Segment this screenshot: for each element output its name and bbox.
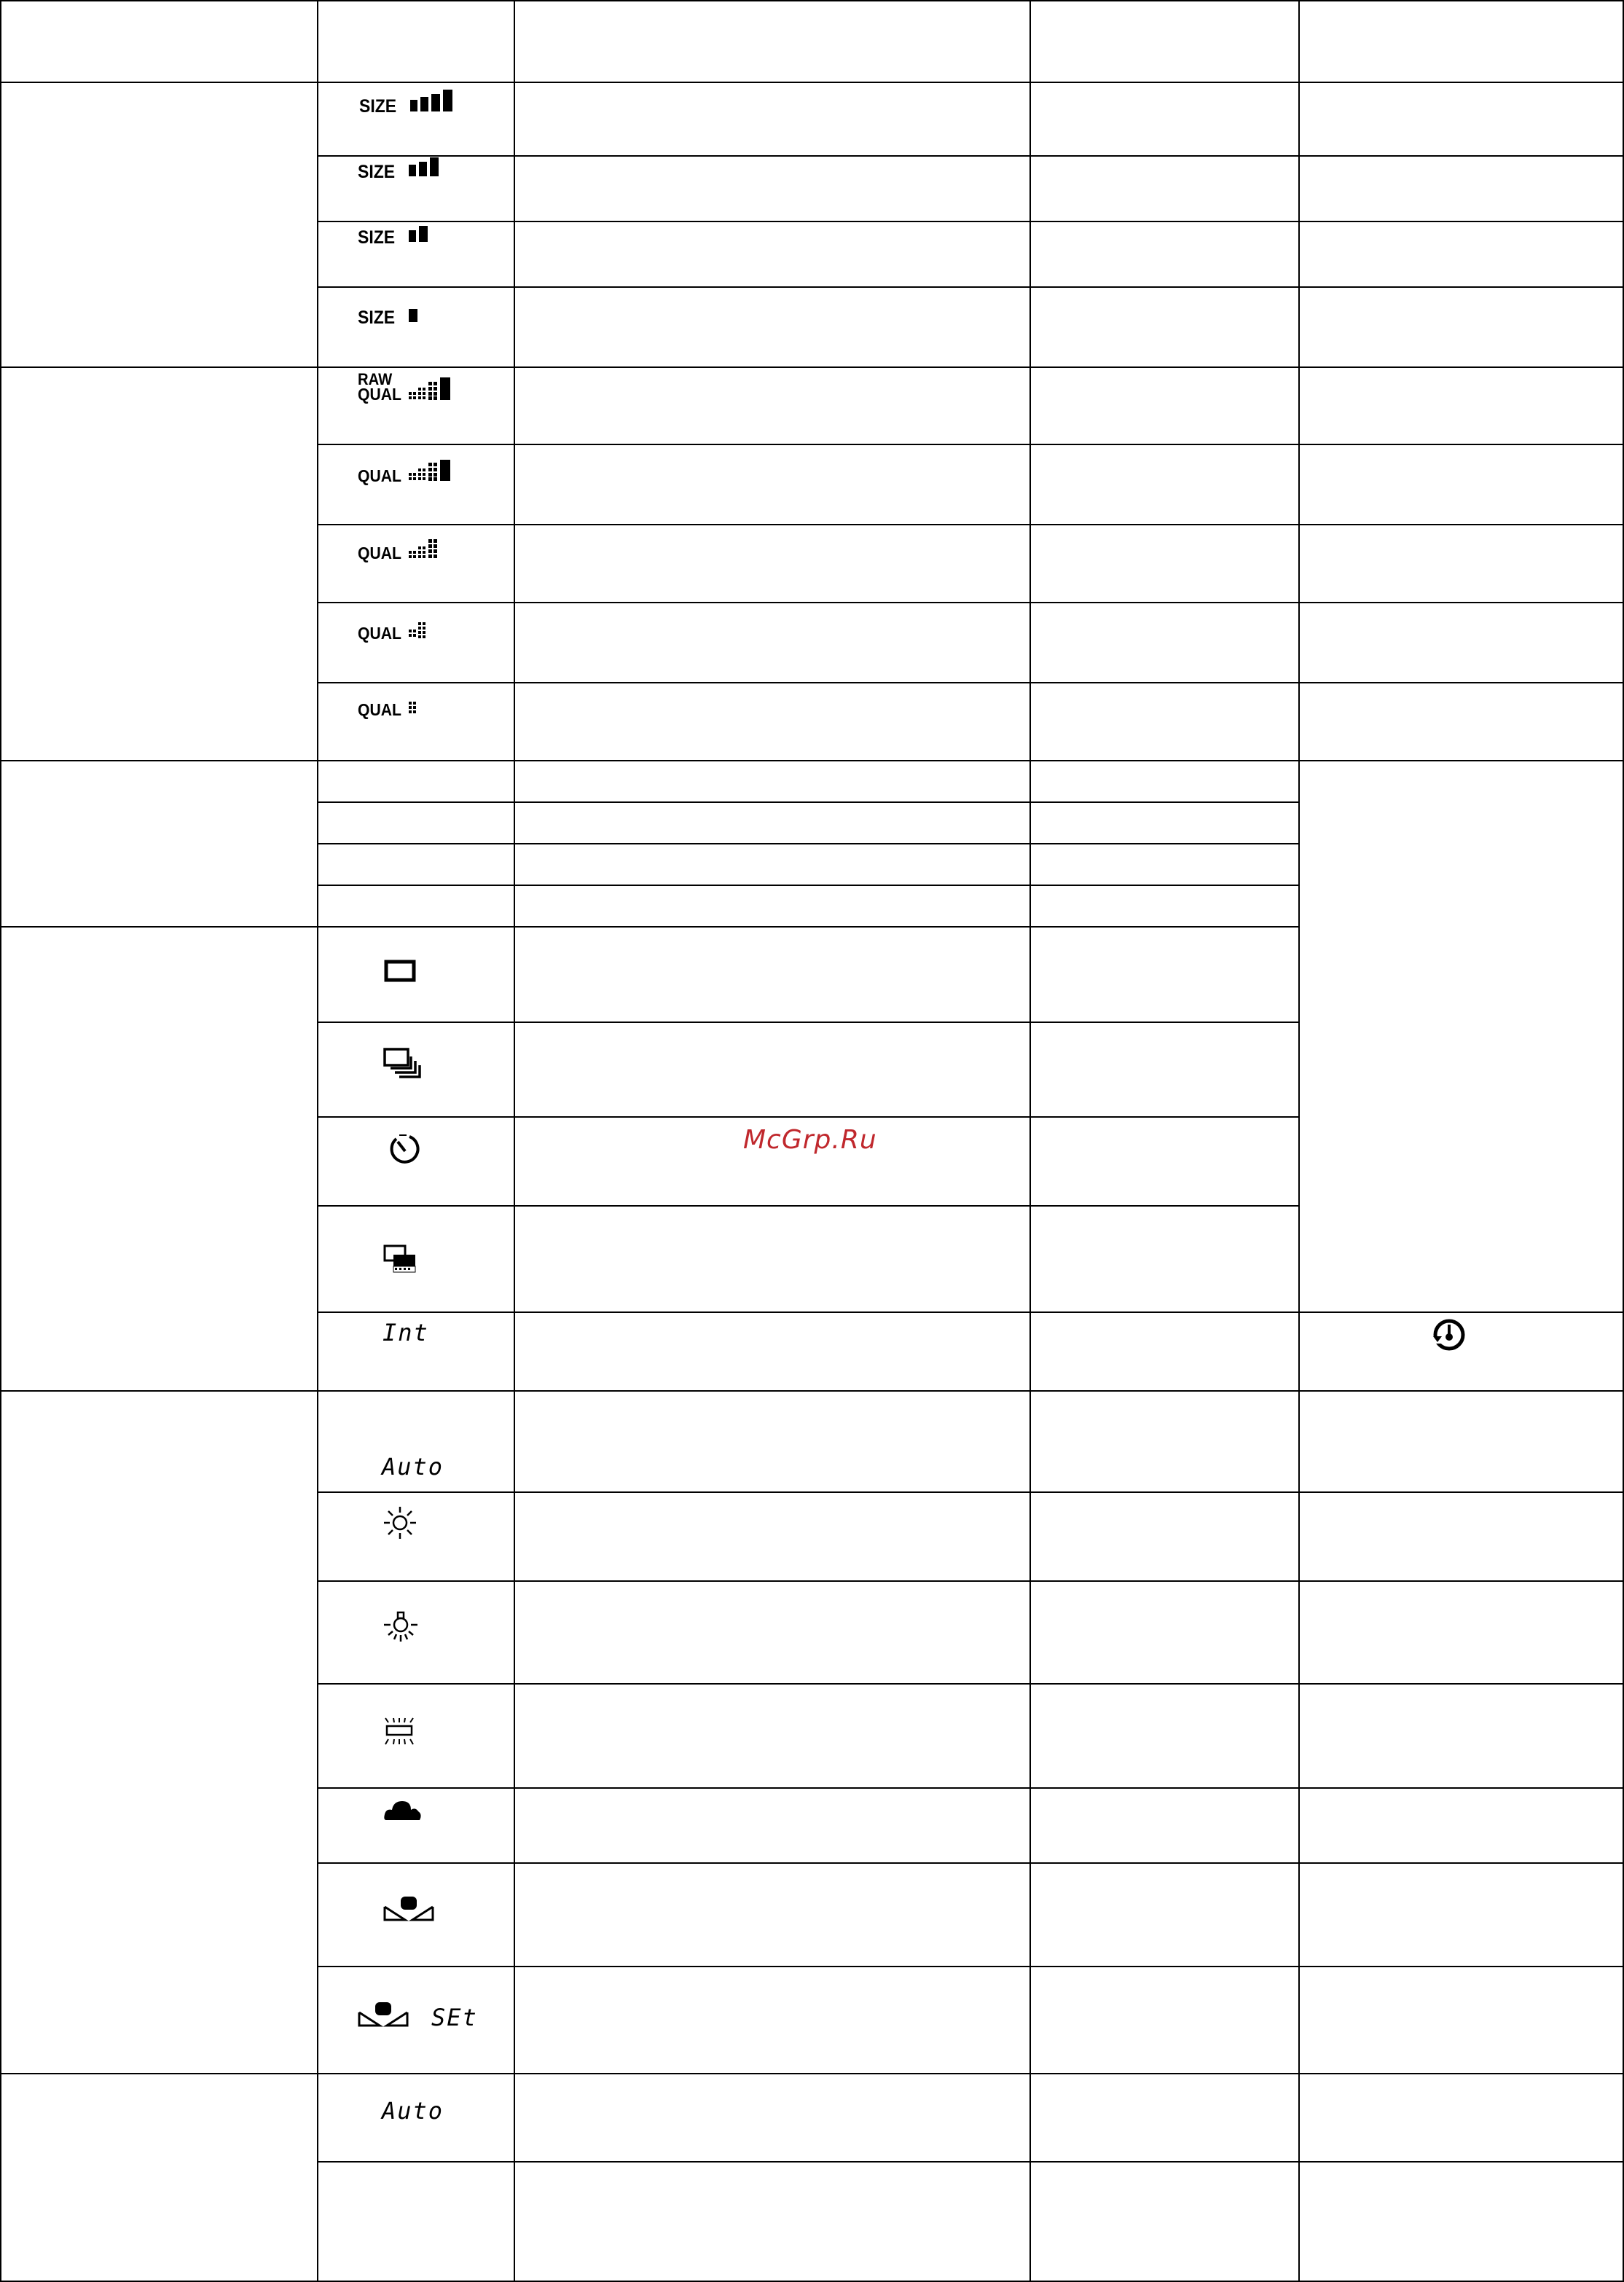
interval-timer-icon <box>1432 1317 1467 1352</box>
grid-line <box>317 2161 1624 2163</box>
grid-line <box>0 2073 1624 2074</box>
grid-line <box>317 1311 1624 1313</box>
cloudy-icon <box>383 1797 424 1823</box>
quality-2-icon: QUAL <box>358 612 474 645</box>
grid-line <box>1298 0 1300 2282</box>
grid-line <box>317 524 1624 525</box>
size-3-bars-icon: SIZE <box>358 154 474 187</box>
grid-line <box>317 1580 1624 1582</box>
grid-line <box>0 0 1 2282</box>
grid-line <box>0 366 1624 368</box>
grid-line <box>0 926 1299 928</box>
fluorescent-icon <box>381 1717 417 1746</box>
grid-line <box>0 0 1624 1</box>
quality-3-icon: QUAL <box>358 532 474 565</box>
grid-line <box>317 885 1299 886</box>
size-1-bar-icon: SIZE <box>358 300 474 333</box>
grid-line <box>317 0 318 2282</box>
tungsten-icon <box>383 1607 419 1644</box>
wb-auto-display: Auto <box>382 1453 444 1481</box>
grid-line <box>317 843 1299 844</box>
grid-line <box>1029 0 1031 2282</box>
daylight-icon <box>383 1505 417 1540</box>
grid-line <box>317 1862 1624 1864</box>
grid-line <box>317 602 1624 603</box>
grid-line <box>317 444 1624 445</box>
size-2-bars-icon: SIZE <box>358 220 474 253</box>
grid-line <box>0 1390 1624 1392</box>
grid-line <box>317 286 1624 288</box>
size-4-bars-icon: SIZE <box>359 86 476 119</box>
grid-line <box>317 1787 1624 1789</box>
grid-line <box>0 760 1624 761</box>
grid-line <box>514 0 515 2282</box>
grid-line <box>317 1022 1299 1023</box>
interval-display-icon: Int <box>383 1319 429 1346</box>
custom-white-balance-icon <box>383 1895 436 1924</box>
grid-line <box>317 1966 1624 1967</box>
watermark: McGrp.Ru <box>743 1125 877 1155</box>
single-frame-icon <box>384 960 417 983</box>
grid-line <box>0 82 1624 83</box>
quality-raw-icon: RAW QUAL <box>358 370 474 414</box>
grid-line <box>317 682 1624 683</box>
grid-line <box>317 1683 1624 1685</box>
quality-1-icon: QUAL <box>358 691 474 724</box>
auto-display: Auto <box>382 2097 444 2125</box>
grid-line <box>317 221 1624 222</box>
continuous-shooting-icon <box>383 1048 424 1080</box>
grid-line <box>317 801 1299 803</box>
custom-wb-set-display: SEt <box>431 2004 478 2031</box>
grid-line <box>317 155 1624 157</box>
grid-line <box>317 1205 1299 1207</box>
bracketing-icon <box>383 1244 421 1277</box>
quality-4-icon: QUAL <box>358 453 474 486</box>
self-timer-icon <box>388 1132 423 1168</box>
custom-white-balance-icon <box>358 2001 410 2030</box>
grid-line <box>317 1491 1624 1493</box>
grid-line <box>317 1116 1299 1118</box>
